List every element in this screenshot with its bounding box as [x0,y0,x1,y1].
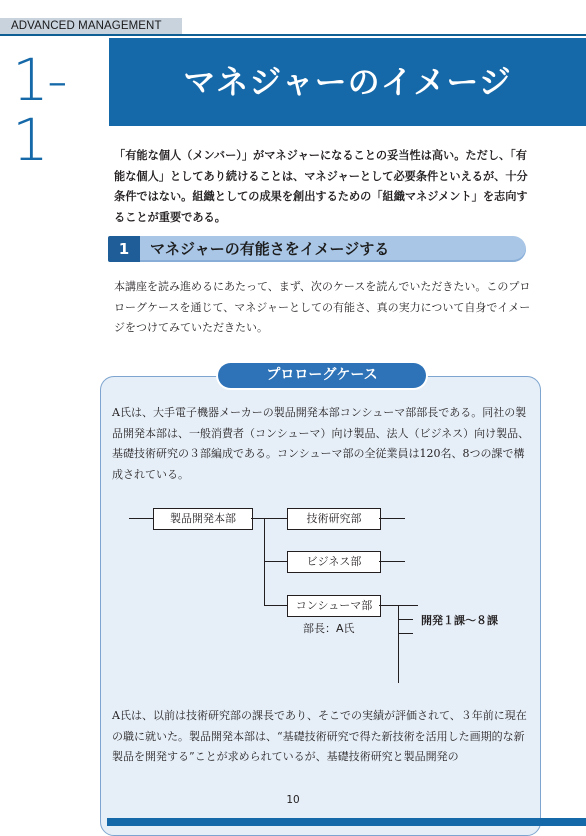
page-number: 10 [286,794,300,806]
org-line [398,633,413,634]
org-line [379,561,405,562]
org-box-root: 製品開発本部 [153,508,253,530]
section-number: 1 [108,236,140,262]
org-line [264,518,265,606]
org-manager-label: 部長：A氏 [303,622,355,635]
org-line [264,605,287,606]
chapter-title: マネジャーのイメージ [183,63,512,101]
intro-paragraph: 「有能な個人（メンバー）」がマネジャーになることの妥当性は高い。ただし、「有能な個人」としてあり続けることは、マネジャーとして必要条件といえるが、十分条件ではない。組織としての成果を創出するための「組織マネジメント」を志向することが重要である。 [114,149,528,224]
case-paragraph-1: A氏は、大手電子機器メーカーの製品開発本部コンシューマ部部長である。同社の製品開発本部は、一般消費者（コンシューマ）向け製品、法人（ビジネス）向け製品、基礎技術研究の３部編成である。コンシューマ部の全従業員は120名、8つの課で構成されている。 [112,406,530,481]
body-paragraph: 本講座を読み進めるにあたって、まず、次のケースを読んでいただきたい。このプロローグケースを通じて、マネジャーとしての有能さ、真の実力について自身でイメージをつけてみていただきたい。 [114,280,531,334]
org-line [264,518,287,519]
org-box-dept-2: ビジネス部 [287,551,381,573]
header-rule [0,34,586,36]
org-line [379,518,405,519]
chapter-number: 1-1 [12,46,66,174]
org-line [129,518,153,519]
org-line [251,518,264,519]
org-box-dept-3: コンシューマ部 [287,595,381,617]
org-line [398,619,413,620]
org-box-dept-1: 技術研究部 [287,508,381,530]
case-paragraph-2: A氏は、以前は技術研究部の課長であり、そこでの実績が評価されて、３年前に現在の職に就いた。製品開発本部は、“基礎技術研究で得た新技術を活用した画期的な新製品を開発する”ことが求められているが、基礎技術研究と製品開発の [112,709,527,763]
org-line [398,605,418,606]
footer-bar [107,818,586,826]
org-line [379,605,398,606]
org-line [398,605,399,683]
org-sections-label: 開発１課〜８課 [421,614,498,627]
header-label: ADVANCED MANAGEMENT [0,18,182,35]
case-title: プロローグケース [266,367,378,383]
section-title: マネジャーの有能さをイメージする [150,240,390,258]
org-line [264,561,287,562]
